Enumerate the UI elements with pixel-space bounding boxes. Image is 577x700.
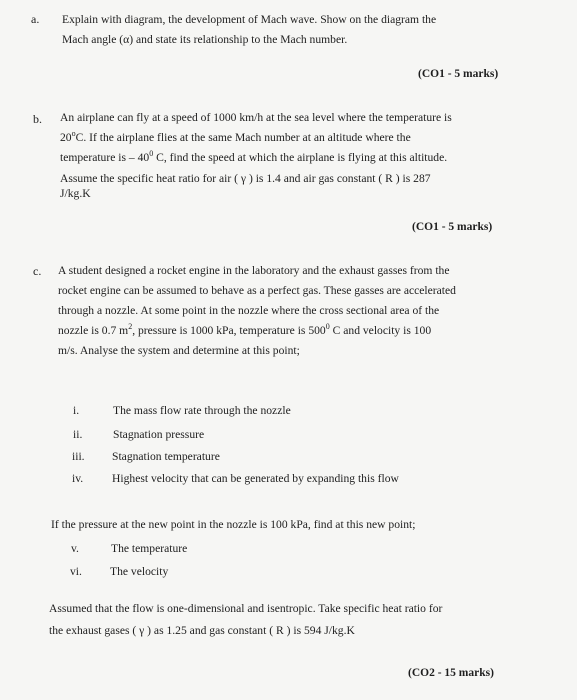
degree-sup: 0: [149, 149, 154, 159]
question-c-line: rocket engine can be assumed to behave as a perfect gas. These gasses are accelerated: [58, 284, 456, 297]
question-c-followup: If the pressure at the new point in the nozzle is 100 kPa, find at this new point;: [51, 518, 416, 531]
sub-item-number: ii.: [73, 428, 83, 441]
question-c-line4-c: C and velocity is 100: [329, 324, 432, 337]
question-a-line: Mach angle (α) and state its relationship to the Mach number.: [62, 33, 348, 46]
sub-item-number: i.: [73, 404, 80, 417]
sub-item-text: Highest velocity that can be generated by expanding this flow: [112, 472, 399, 485]
sub-item-text: Stagnation temperature: [112, 450, 220, 463]
question-a-label: a.: [31, 12, 40, 26]
question-b-line3-pre: temperature is – 40: [60, 151, 150, 164]
sub-item-number: v.: [71, 542, 79, 555]
question-c-line: [58, 321, 456, 341]
question-b-line3-post: C, find the speed at which the airplane is flying at this altitude.: [153, 151, 448, 164]
sub-item-text: Stagnation pressure: [113, 428, 205, 441]
sub-item-number: iv.: [72, 472, 84, 485]
question-c-assumption: [49, 599, 442, 643]
question-c-line: through a nozzle. At some point in the nozzle where the cross sectional area of the: [58, 304, 440, 317]
question-a-text: [62, 10, 436, 50]
sub-item-number: iii.: [72, 450, 85, 463]
question-c-line: A student designed a rocket engine in the laboratory and the exhaust gasses from the: [58, 264, 450, 277]
question-c-line: m/s. Analyse the system and determine at this point;: [58, 344, 300, 357]
question-c-line4-a: nozzle is 0.7 m: [58, 324, 129, 337]
degree-sup: 0: [325, 322, 330, 332]
question-c-text: [58, 261, 456, 361]
question-a-line: Explain with diagram, the development of Mach wave. Show on the diagram the: [62, 13, 437, 26]
question-a-marks: (CO1 - 5 marks): [418, 68, 499, 80]
sub-item-text: The velocity: [110, 565, 169, 578]
degree-sup: o: [71, 129, 76, 139]
question-b-line: J/kg.K: [60, 187, 91, 200]
sub-item-text: The temperature: [111, 542, 188, 555]
question-b-marks: (CO1 - 5 marks): [412, 221, 493, 233]
assumption-line: the exhaust gases ( γ ) as 1.25 and gas constant ( R ) is 594 J/kg.K: [49, 624, 355, 637]
question-b-line: An airplane can fly at a speed of 1000 km/h at the sea level where the temperature is: [60, 111, 452, 124]
sub-item-text: The mass flow rate through the nozzle: [113, 404, 291, 417]
question-b-line: [60, 128, 452, 148]
question-c-label: c.: [33, 264, 42, 278]
assumption-line: Assumed that the flow is one-dimensional and isentropic. Take specific heat ratio for: [49, 602, 443, 615]
squared-sup: 2: [128, 322, 133, 332]
question-b-line2-post: C. If the airplane flies at the same Mach number at an altitude where the: [75, 131, 411, 144]
question-b-label: b.: [33, 112, 42, 126]
question-c-marks: (CO2 - 15 marks): [408, 667, 494, 679]
question-b-line2-pre: 20: [60, 131, 72, 144]
question-b-line: Assume the specific heat ratio for air ( γ ) is 1.4 and air gas constant ( R ) is 287: [60, 172, 431, 185]
question-b-text: [60, 108, 452, 200]
question-b-line: [60, 148, 452, 168]
question-c-line4-b: , pressure is 1000 kPa, temperature is 500: [132, 324, 326, 337]
sub-item-number: vi.: [70, 565, 82, 578]
